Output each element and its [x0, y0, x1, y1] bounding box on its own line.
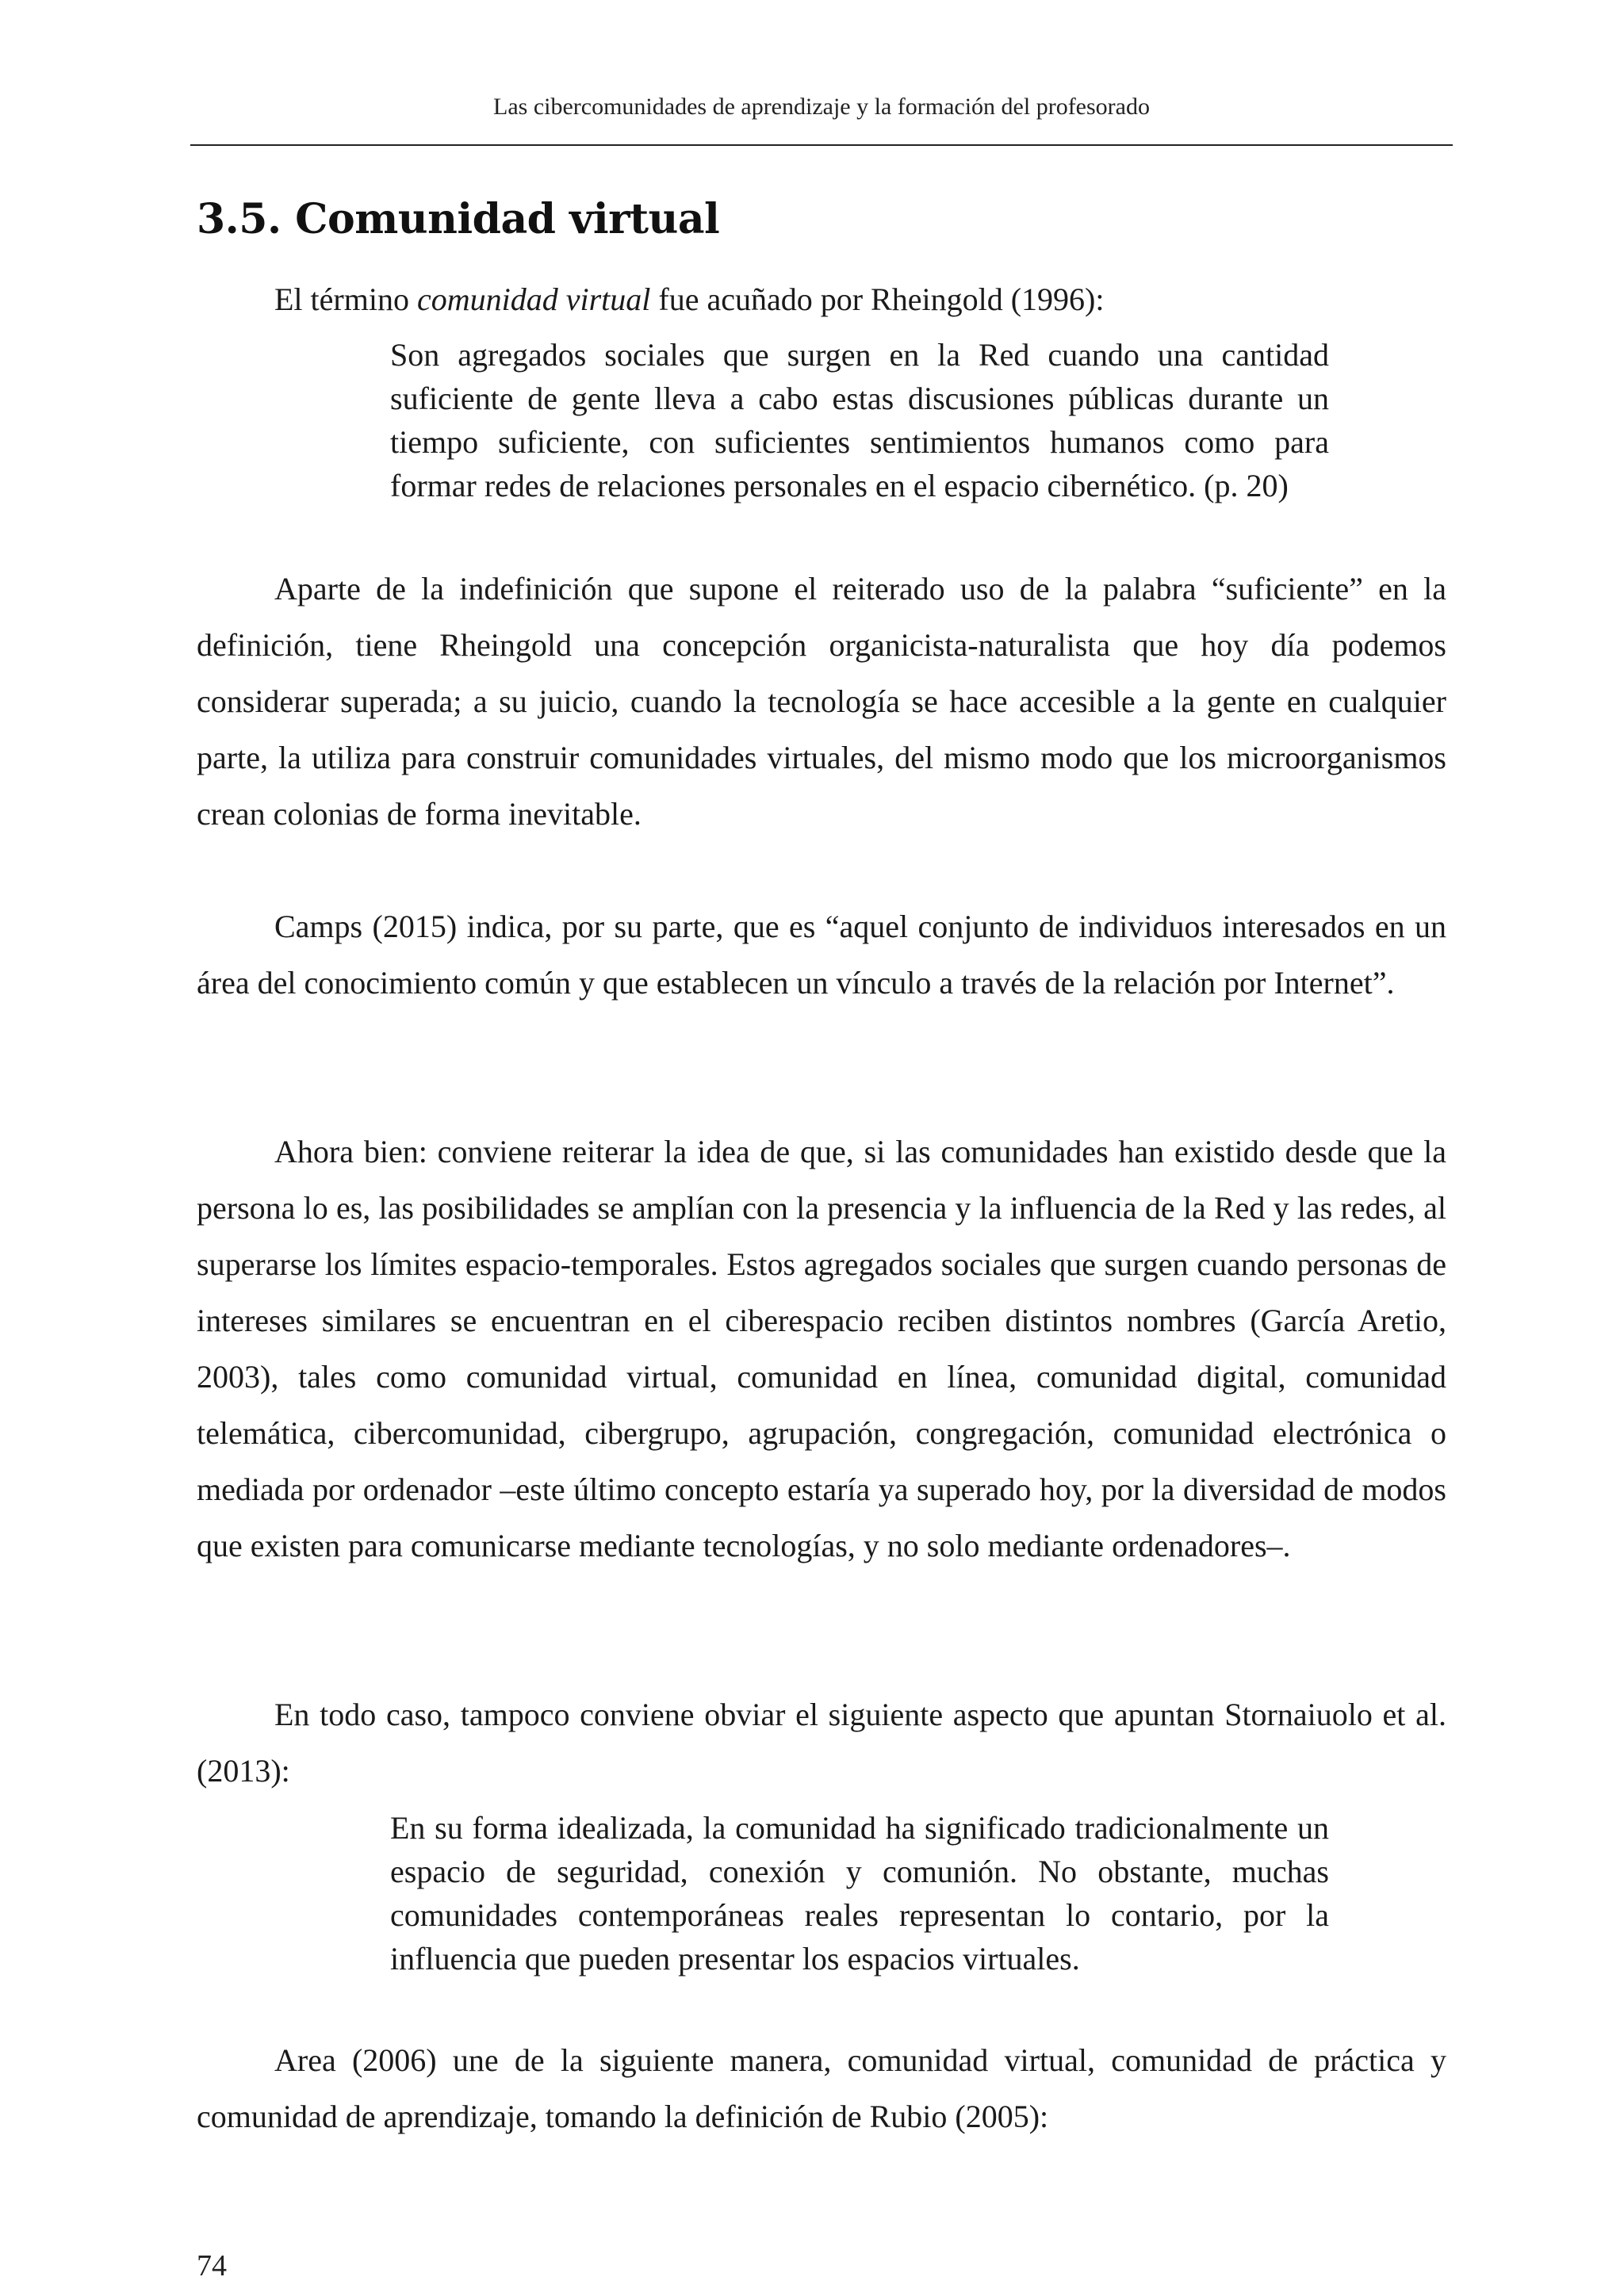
intro-text-after: fue acuñado por Rheingold (1996):	[650, 281, 1105, 317]
body-paragraph-2: Camps (2015) indica, por su parte, que es “aquel conjunto de individuos interesados en un área del conocimiento común y que establecen un vínculo a través de la relación por Internet”.	[197, 909, 1446, 1001]
intro-term: comunidad virtual	[416, 281, 651, 317]
block-quote-rheingold: Son agregados sociales que surgen en la Red cuando una cantidad suficiente de gente lleva a cabo estas discusiones públicas durante un tiempo suficiente, con suficientes sentimientos humanos como para formar redes de relaciones personales en el espacio cibernético. (p. 20)	[390, 337, 1329, 503]
block-quote-stornaiuolo: En su forma idealizada, la comunidad ha significado tradicionalmente un espacio de seguridad, conexión y comunión. No obstante, muchas comunidades contemporáneas reales representan lo contario, por la influencia que pueden presentar los espacios virtuales.	[390, 1810, 1329, 1976]
section-title: 3.5. Comunidad virtual	[197, 195, 720, 243]
header-rule	[190, 144, 1453, 146]
intro-paragraph	[274, 277, 1104, 322]
body-paragraph-4: En todo caso, tampoco conviene obviar el siguiente aspecto que apuntan Stornaiuolo et al. (2013):	[197, 1697, 1446, 1789]
body-paragraph-3: Ahora bien: conviene reiterar la idea de que, si las comunidades han existido desde que la persona lo es, las posibilidades se amplían con la presencia y la influencia de la Red y las redes, al superarse los límites espacio-temporales. Estos agregados sociales que surgen cuando personas de intereses similares se encuentran en el ciberespacio reciben distintos nombres (García Aretio, 2003), tales como comunidad virtual, comunidad en línea, comunidad digital, comunidad telemática, cibercomunidad, cibergrupo, agrupación, congregación, comunidad electrónica o mediada por ordenador –este último concepto estaría ya superado hoy, por la diversidad de modos que existen para comunicarse mediante tecnologías, y no solo mediante ordenadores–.	[197, 1134, 1446, 1563]
running-header: Las cibercomunidades de aprendizaje y la formación del profesorado	[493, 94, 1150, 120]
body-paragraph-1: Aparte de la indefinición que supone el reiterado uso de la palabra “suficiente” en la definición, tiene Rheingold una concepción organicista-naturalista que hoy día podemos considerar superada; a su juicio, cuando la tecnología se hace accesible a la gente en cualquier parte, la utiliza para construir comunidades virtuales, del mismo modo que los microorganismos crean colonias de forma inevitable.	[197, 571, 1446, 832]
body-paragraph-5: Area (2006) une de la siguiente manera, comunidad virtual, comunidad de práctica y comunidad de aprendizaje, tomando la definición de Rubio (2005):	[197, 2042, 1446, 2134]
intro-text-before: El término	[274, 281, 417, 317]
page-number: 74	[197, 2249, 227, 2283]
